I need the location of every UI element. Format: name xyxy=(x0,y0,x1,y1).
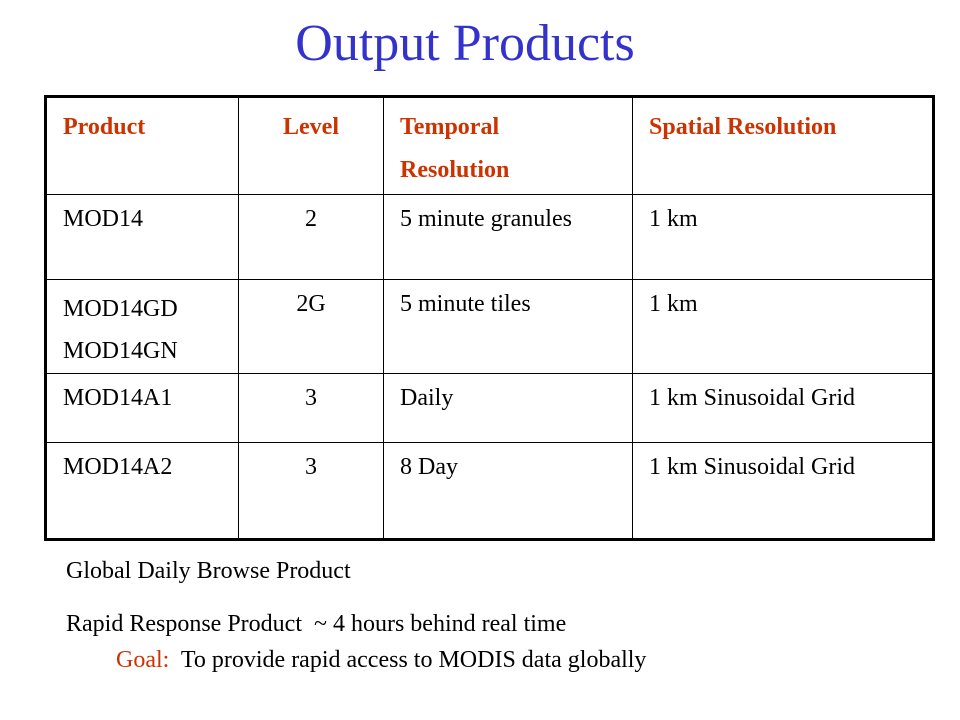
product-name: MOD14A2 xyxy=(63,454,173,480)
cell-temporal: 8 Day xyxy=(384,443,633,540)
cell-product xyxy=(46,443,239,540)
header-temporal-line1: Temporal xyxy=(400,114,500,140)
cell-product xyxy=(46,195,239,280)
cell-spatial: 1 km xyxy=(633,195,934,280)
goal-note xyxy=(116,647,646,674)
rapid-response-note: Rapid Response Product ~ 4 hours behind real time xyxy=(66,611,567,637)
cell-level: 2G xyxy=(239,280,384,374)
cell-level: 3 xyxy=(239,374,384,443)
table-row xyxy=(46,280,934,374)
cell-level: 2 xyxy=(239,195,384,280)
cell-temporal: Daily xyxy=(384,374,633,443)
cell-product xyxy=(46,280,239,374)
cell-product xyxy=(46,374,239,443)
goal-text: To provide rapid access to MODIS data globally xyxy=(169,647,647,673)
products-table xyxy=(44,95,935,541)
cell-spatial: 1 km Sinusoidal Grid xyxy=(633,443,934,540)
product-name: MOD14GD xyxy=(63,296,178,322)
header-product: Product xyxy=(46,97,239,195)
header-level: Level xyxy=(239,97,384,195)
cell-spatial: 1 km Sinusoidal Grid xyxy=(633,374,934,443)
cell-temporal: 5 minute granules xyxy=(384,195,633,280)
product-name-secondary: MOD14GN xyxy=(63,338,178,364)
product-name: MOD14A1 xyxy=(63,385,173,411)
table-row xyxy=(46,443,934,540)
table-row xyxy=(46,195,934,280)
cell-spatial: 1 km xyxy=(633,280,934,374)
header-temporal-line2: Resolution xyxy=(400,157,510,184)
goal-label: Goal: xyxy=(116,647,170,673)
cell-temporal: 5 minute tiles xyxy=(384,280,633,374)
browse-product-note: Global Daily Browse Product xyxy=(66,558,351,584)
page-title: Output Products xyxy=(295,15,635,72)
product-name: MOD14 xyxy=(63,206,144,232)
table-row xyxy=(46,374,934,443)
header-spatial-resolution: Spatial Resolution xyxy=(633,97,934,195)
table-header-row xyxy=(46,97,934,195)
cell-level: 3 xyxy=(239,443,384,540)
header-temporal-resolution xyxy=(384,97,633,195)
